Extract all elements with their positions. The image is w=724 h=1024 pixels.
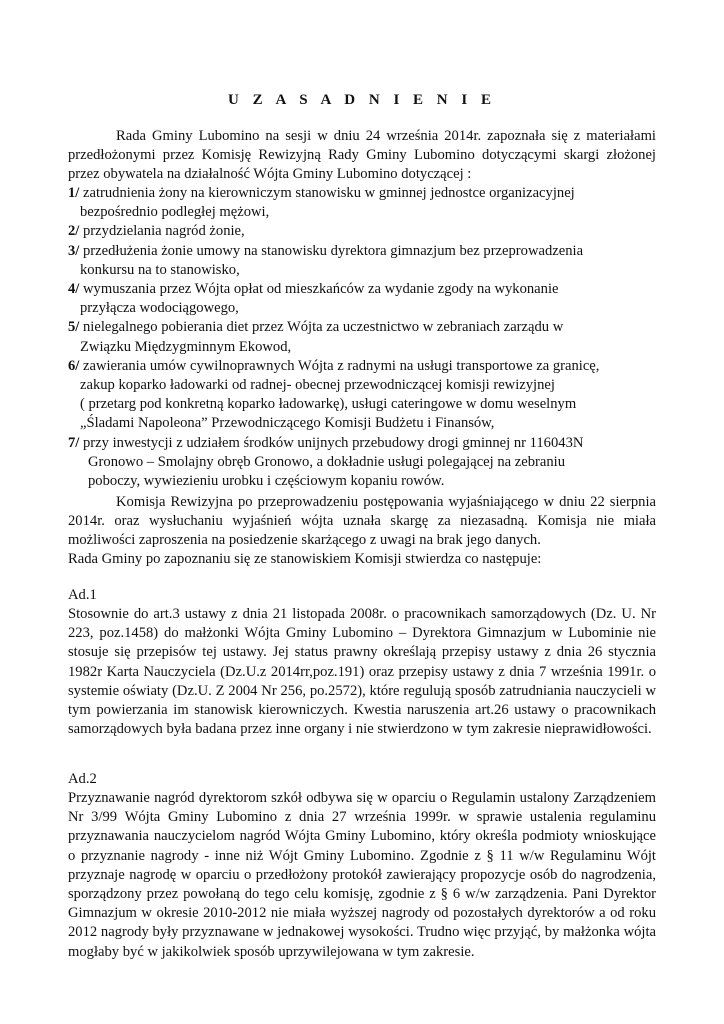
list-item-number: 1/ [68, 185, 80, 201]
commission-paragraph: Komisja Rewizyjna po przeprowadzeniu postępowania wyjaśniającego w dniu 22 sierpnia 2014r. oraz wysłuchaniu wyjaśnień wójta uznała skargę za niezasadną. Komisja nie miała możliwości zaproszenia na posiedzenie skarżącego z uwagi na brak jego danych. [68, 494, 656, 549]
list-item-text: zatrudnienia żony na kierowniczym stanowisku w gminnej jednostce organizacyjnej [79, 185, 575, 201]
list-item-number: 3/ [68, 242, 80, 259]
list-item [68, 434, 656, 492]
list-item-number: 2/ [68, 223, 80, 240]
list-item-continuation: ( przetarg pod konkretną koparko ładowarkę), usługi cateringowe w domu weselnym [80, 396, 577, 413]
list-item-number: 4/ [68, 281, 80, 298]
list-item [68, 357, 656, 434]
list-item-continuation: konkursu na to stanowisko, [80, 261, 240, 278]
list-item-first-line [68, 242, 656, 261]
list-item-first-line [68, 222, 656, 241]
list-item-first-line [68, 357, 656, 376]
list-item-number: 5/ [68, 319, 80, 336]
council-statement: Rada Gminy po zapoznaniu się ze stanowiskiem Komisji stwierdza co następuje: [68, 551, 542, 567]
list-item-text: zawierania umów cywilnoprawnych Wójta z radnymi na usługi transportowe za granicę, [79, 357, 600, 374]
list-item-first-line [68, 280, 656, 299]
list-item [68, 280, 656, 318]
ad1-label: Ad.1 [68, 587, 97, 603]
list-item-text: przy inwestycji z udziałem środków unijnych przebudowy drogi gminnej nr 116043N [79, 434, 584, 451]
list-item [68, 242, 656, 280]
list-item-number: 7/ [68, 434, 80, 451]
list-item-text: wymuszania przez Wójta opłat od mieszkańców za wydanie zgody na wykonanie [79, 281, 559, 298]
ad1-paragraph: Stosownie do art.3 ustawy z dnia 21 listopada 2008r. o pracownikach samorządowych (Dz. U. Nr 223, poz.1458) do małżonki Wójta Gminy Lubomino – Dyrektora Gimnazjum w Lubominie nie stosuje się przepisów tej ustawy. Jej status prawny określają przepisy ustawy z dnia 26 stycznia 1982r Karta Nauczyciela (Dz.U.z 2014rr,poz.191) oraz przepisy ustawy z dnia 7 września 1991r. o systemie oświaty (Dz.U. Z 2004 Nr 256, po.2572), które regulują sposób zatrudniania nauczycieli w tym powierzania im stanowisk kierowniczych. Kwestia naruszenia art.26 ustawy o pracownikach samorządowych była badana przez inne organy i nie stwierdzono w tym zakresie nieprawidłowości. [68, 606, 656, 738]
list-item-continuation: „Śladami Napoleona” Przewodniczącego Komisji Budżetu i Finansów, [80, 415, 495, 432]
list-item-text: przydzielania nagród żonie, [79, 223, 245, 240]
list-item [68, 318, 656, 356]
ad2-paragraph: Przyznawanie nagród dyrektorom szkół odbywa się w oparciu o Regulamin ustalony Zarządzeniem Nr 3/99 Wójta Gminy Lubomino z dnia 27 września 1999r. w sprawie ustalenia regulaminu przyznawania nauczycielom nagród Wójta Gminy Lubomino, który określa podmioty wnioskujące o przyznanie nagrody - inne niż Wójt Gminy Lubomino. Zgodnie z § 11 w/w Regulaminu Wójt przyznaje nagrodę w oparciu o przedłożony protokół zawierający propozycje osób do nagrodzenia, sporządzony przez powołaną do tego celu komisję, zgodnie z § 6 w/w zarządzenia. Pani Dyrektor Gimnazjum w okresie 2010-2012 nie miała wyższej nagrody od pozostałych dyrektorów a od roku 2012 nagrody były przyznawane w jednakowej wysokości. Trudno więc przyjąć, by małżonka wójta mogłaby być w jakikolwiek sposób uprzywilejowana w tym zakresie. [68, 790, 656, 960]
document-title: U Z A S A D N I E N I E [228, 92, 496, 108]
list-item-text: nielegalnego pobierania diet przez Wójta za uczestnictwo w zebraniach zarządu w [79, 319, 564, 336]
list-item-continuation: Związku Międzygminnym Ekowod, [80, 338, 292, 355]
list-item-number: 6/ [68, 357, 80, 374]
list-item-continuation: Gronowo – Smolajny obręb Gronowo, a dokładnie usługi polegającej na zebraniu [88, 453, 566, 470]
list-item-continuation: bezpośrednio podległej mężowi, [80, 204, 270, 221]
list-item-first-line [68, 318, 656, 337]
list-item-first-line [68, 434, 656, 453]
complaint-list [68, 184, 656, 491]
list-item-continuation: poboczy, wywiezieniu urobku i częściowym kopaniu rowów. [88, 473, 445, 490]
intro-paragraph: Rada Gminy Lubomino na sesji w dniu 24 września 2014r. zapoznała się z materiałami przedłożonymi przez Komisję Rewizyjną Rady Gminy Lubomino dotyczącymi skargi złożonej przez obywatela na działalność Wójta Gminy Lubomino dotyczącej : [68, 128, 656, 183]
list-item [68, 222, 656, 241]
list-item-continuation: przyłącza wodociągowego, [80, 300, 239, 317]
ad2-label: Ad.2 [68, 771, 97, 787]
list-item-text: przedłużenia żonie umowy na stanowisku dyrektora gimnazjum bez przeprowadzenia [79, 242, 584, 259]
list-item-first-line [68, 184, 656, 203]
list-item [68, 184, 656, 222]
list-item-continuation: zakup koparko ładowarki od radnej- obecnej przewodniczącej komisji rewizyjnej [80, 377, 555, 394]
